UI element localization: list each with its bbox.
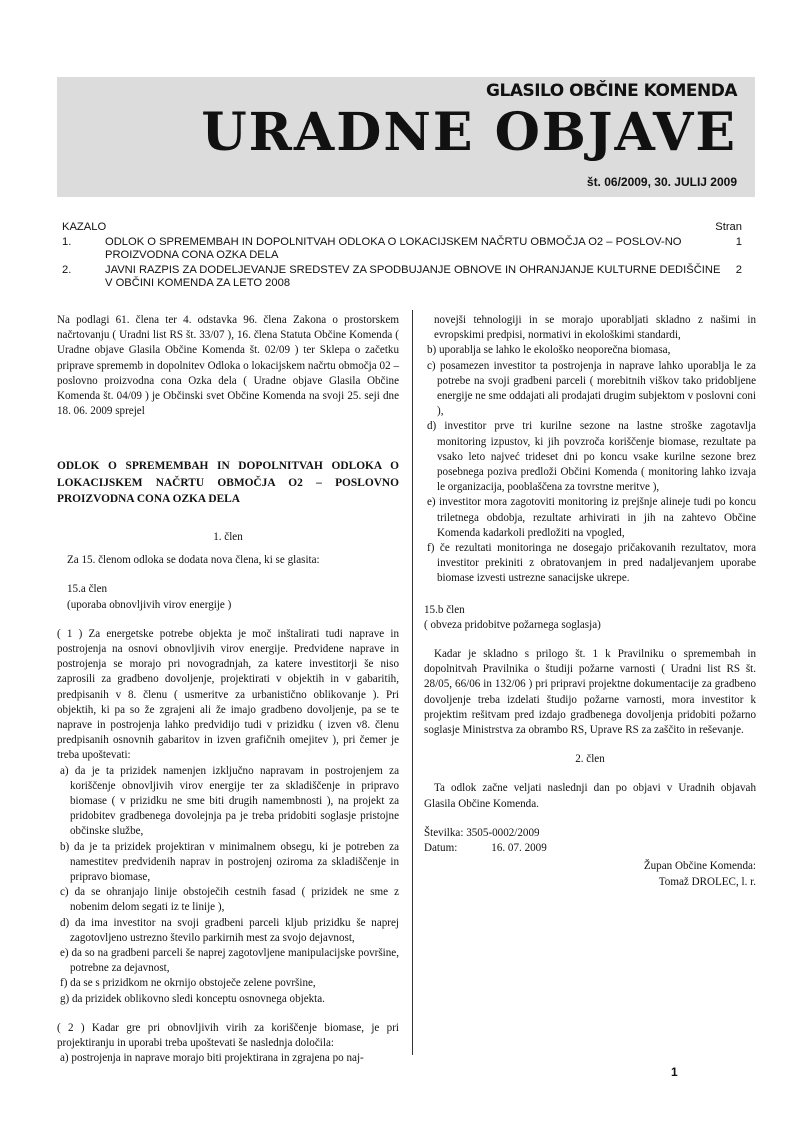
masthead-banner [57, 77, 755, 197]
article-15a-subtitle: (uporaba obnovljivih virov energije ) [67, 598, 232, 611]
article-1-text: Za 15. členom odloka se dodata nova člena, ki se glasita: [67, 554, 320, 567]
date-label: Datum: [424, 842, 458, 855]
left-column [57, 313, 399, 1066]
toc-item-number: 2. [62, 263, 72, 276]
list-item: b) uporablja se lahko le ekološko neoporečna biomasa, [427, 344, 671, 357]
document-date-row [424, 841, 756, 856]
table-of-contents [62, 221, 742, 291]
article-15b-title: 15.b člen [424, 603, 465, 616]
article-2-title: 2. člen [575, 753, 605, 766]
list-item: e) investitor mora zagotoviti monitoring iz prejšnje alineje tudi po koncu triletnega obdobja, rezultate arhivirati in jih na zahtevo Občine Komenda kadarkoli predložiti na vpogled, [427, 496, 756, 539]
page-number: 1 [671, 1065, 678, 1079]
preamble-paragraph: Na podlagi 61. člena ter 4. odstavka 96. člena Zakona o prostorskem načrtovanju ( Uradni list RS št. 33/07 ), 16. člena Statuta Občine Komenda ( Uradne objave Glasila Občine Komenda št. 02/09 ) ter Sklepa o začetku priprave sprememb in dopolnitev Odloka o lokacijskem načrtu območja 02 – poslovno proizvodna cona Ozka dela ( Uradne objave Glasila Občine Komenda št. 04/09 ) je Občinski svet Občine Komenda na svoji 25. seji dne 18. 06. 2009 sprejel [57, 314, 399, 418]
paragraph-2: ( 2 ) Kadar gre pri obnovljivih virih za koriščenje biomase, je pri projektiranju in uporabi treba upoštevati še naslednja določila: [57, 1021, 399, 1050]
date-value: 16. 07. 2009 [491, 842, 547, 855]
toc-page-label: Stran [715, 221, 742, 233]
publication-title: URADNE OBJAVE [201, 102, 737, 163]
list-item: a) postrojenja in naprave morajo biti projektirana in zgrajena po naj- [60, 1052, 364, 1065]
list-item: f) da se s prizidkom ne okrnijo obstoječe zelene površine, [60, 977, 316, 990]
right-column [424, 313, 756, 890]
list-item: c) posamezen investitor ta postrojenja in naprave lahko uporablja le za potrebe na svoji gradbeni parceli ( morebitnih viškov tako pridobljene energije ne sme oddajati ali prodajati drugim subjektom v poslovni coni ), [427, 359, 756, 418]
list-item: g) da prizidek oblikovno sledi konceptu osnovnega objekta. [60, 992, 325, 1005]
toc-item[interactable] [62, 236, 742, 263]
toc-item-title: ODLOK O SPREMEMBAH IN DOPOLNITVAH ODLOKA O LOKACIJSKEM NAČRTU OBMOČJA O2 – POSLOV-NO PROIZVODNA CONA OZKA DELA [105, 235, 682, 261]
article-1-title: 1. člen [213, 530, 243, 543]
article-2-text: Ta odlok začne veljati naslednji dan po objavi v Uradnih objavah Glasila Občine Komenda. [424, 782, 756, 810]
toc-item-page: 1 [735, 235, 742, 248]
list-item: e) da so na gradbeni parceli še naprej zagotovljene manipulacijske površine, potrebne za dejavnost, [60, 947, 399, 975]
list-item-continuation: novejši tehnologiji in se morajo uporabljati skladno z našimi in evropskimi predpisi, normativi in ekološkimi standardi, [434, 314, 756, 342]
toc-label: KAZALO [62, 221, 107, 233]
paragraph-1: ( 1 ) Za energetske potrebe objekta je moč inštalirati tudi naprave in postrojenja na osnovi obnovljivih virov energije. Predvidene naprave in postrojenja se morajo pri novogradnjah, za katere investitorji še niso zaprosili za gradbeno dovoljenje, projektirati v objektih in v gabaritih, predpisanih v 8. členu ( usmeritve za urbanistično oblikovanje ). Pri objektih, ki pa so že zgrajeni ali že imajo gradbeno dovoljenje, pa se te naprave in postrojenja lahko predvidijo tudi v prizidku ( izven v8. členu predpisanih osnovnih gabaritov in izven grafičnih omejitev ), pri čemer je treba upoštevati: [57, 627, 399, 762]
list-item: d) investitor prve tri kurilne sezone na lastne stroške zagotavlja monitoring izpustov, ki jih povzroča koriščenje biomase, rezultate pa vsako leto najveć trideset dni po koncu vsake kurilne sezone brez posebnega poziva predloži Občini Komenda ( monitoring lahko izvaja le organizacija, pooblaščena za tovrstne meritve ), [427, 420, 756, 494]
list-item: a) da je ta prizidek namenjen izključno napravam in postrojenjem za koriščenje obnovljivih virov energije ter za skladiščenje in pripravo biomase ( v prizidku ne sme biti drugih namembnosti ), na projekt za pridobitev gradbenega dovolejnja pa je treba pridobiti soglasje pristojne občinske službe, [60, 764, 399, 838]
toc-header [62, 221, 742, 235]
issue-info: št. 06/2009, 30. JULIJ 2009 [586, 175, 737, 189]
document-number: Številka: 3505-0002/2009 [424, 826, 540, 839]
mayor-title: Župan Občine Komenda: [643, 860, 756, 873]
toc-item-number: 1. [62, 235, 72, 248]
article-15a-title: 15.a člen [67, 583, 108, 596]
list-item: c) da se ohranjajo linije obstoječih cestnih fasad ( prizidek ne sme z nobenim delom segati iz te linije ), [60, 886, 399, 914]
list-item: f) če rezultati monitoringa ne dosegajo pričakovanih rezultatov, mora investitor prekiniti z obratovanjem in pred nadaljevanjem uporabe biomase izvesti ustrezne sanacijske ukrepe. [427, 542, 756, 585]
toc-item-title: JAVNI RAZPIS ZA DODELJEVANJE SREDSTEV ZA SPODBUJANJE OBNOVE IN OHRANJANJE KULTURNE DEDIŠČINE V OBČINI KOMENDA ZA LETO 2008 [105, 263, 721, 289]
toc-item-page: 2 [735, 263, 742, 276]
list-item: d) da ima investitor na svoji gradbeni parceli kljub prizidku še naprej zagotovljeno ustrezno število parkirnih mest za svojo dejavnost, [60, 916, 399, 944]
article-15b-text: Kadar je skladno s prilogo št. 1 k Pravilniku o spremembah in dopolnitvah Pravilnika o študiji požarne varnosti ( Uradni list RS št. 28/05, 66/06 in 132/06 ) pri pripravi projektne dokumentacije za gradbeno dovoljenje treba izdelati študijo požarne varnosti, mora investitor k projektim rešitvam pred izdajo gradbenega dovoljenja pridobiti požarno soglasje Ministrstva za obrambo RS, Uprave RS za zaščito in reševanje. [424, 648, 756, 737]
publisher-name: GLASILO OBČINE KOMENDA [486, 81, 737, 101]
article-15b-subtitle: ( obveza pridobitve požarnega soglasja) [424, 618, 601, 631]
column-divider [412, 310, 413, 1055]
list-item: b) da je ta prizidek projektiran v minimalnem obsegu, ki je potreben za namestitev predvidenih naprav in postrojenj oziroma za skladiščenje in pripravo biomase, [60, 840, 399, 883]
decree-heading: ODLOK O SPREMEMBAH IN DOPOLNITVAH ODLOKA O LOKACIJSKEM NAČRTU OBMOČJA O2 – POSLOVNO PROIZVODNA CONA OZKA DELA [57, 460, 399, 506]
toc-item[interactable] [62, 264, 742, 291]
mayor-name: Tomaž DROLEC, l. r. [658, 875, 756, 888]
